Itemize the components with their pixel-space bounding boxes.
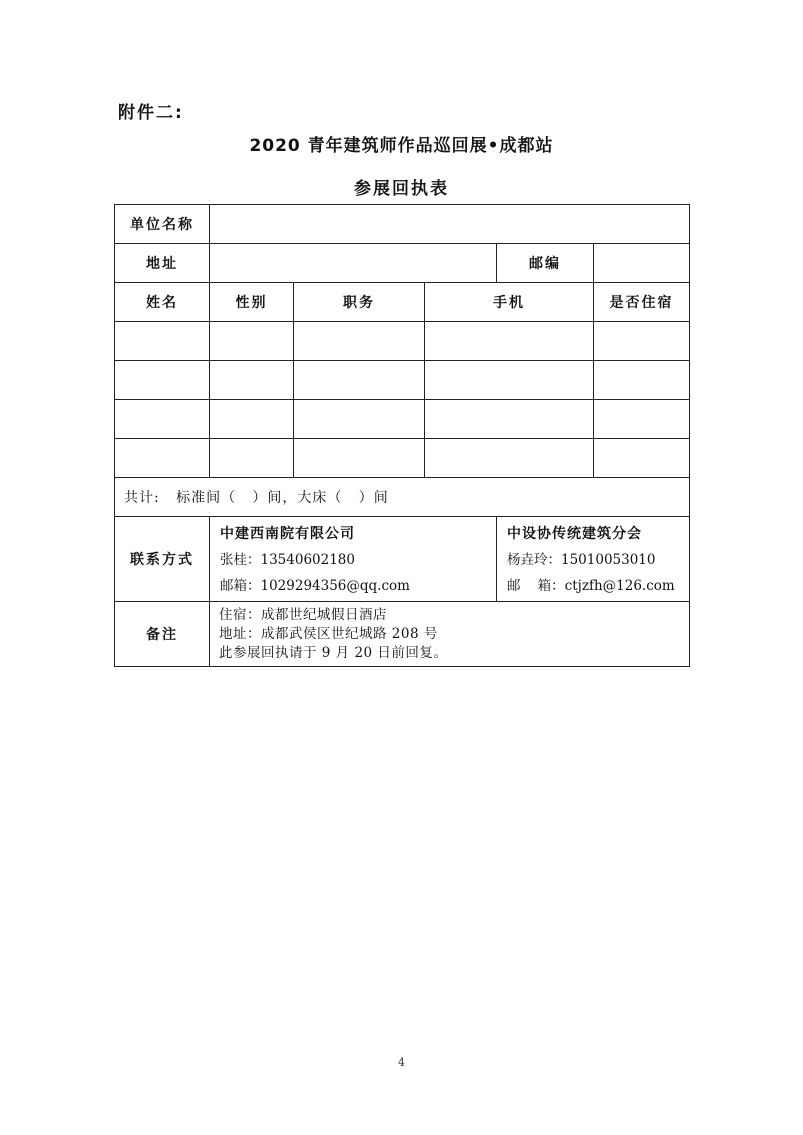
phone-cell[interactable] (425, 400, 594, 439)
contact-email-2: 邮 箱：ctjzfh@126.com (507, 578, 675, 594)
contact-label: 联系方式 (115, 517, 210, 602)
gender-cell[interactable] (210, 322, 294, 361)
phone-cell[interactable] (425, 361, 594, 400)
table-row (115, 439, 690, 478)
name-cell[interactable] (115, 322, 210, 361)
remarks-label: 备注 (115, 602, 210, 667)
table-row (115, 322, 690, 361)
remarks-address: 地址：成都武侯区世纪城路 208 号 (219, 625, 438, 642)
header-position: 职务 (294, 283, 425, 322)
address-label: 地址 (115, 244, 210, 283)
contact-block-2 (497, 517, 690, 602)
contact-person-2: 杨垚玲：15010053010 (507, 552, 656, 568)
header-accommodation: 是否住宿 (594, 283, 690, 322)
address-field[interactable] (210, 244, 497, 283)
postcode-label: 邮编 (497, 244, 594, 283)
contact-org-1: 中建西南院有限公司 (220, 526, 355, 542)
gender-cell[interactable] (210, 439, 294, 478)
header-name: 姓名 (115, 283, 210, 322)
remarks-row (115, 602, 690, 667)
gender-cell[interactable] (210, 400, 294, 439)
accommodation-cell[interactable] (594, 400, 690, 439)
name-cell[interactable] (115, 400, 210, 439)
phone-cell[interactable] (425, 439, 594, 478)
room-total-text: 共计: 标准间（ ）间，大床（ ）间 (115, 478, 690, 517)
contact-block-1 (210, 517, 497, 602)
header-gender: 性别 (210, 283, 294, 322)
position-cell[interactable] (294, 439, 425, 478)
contact-row (115, 517, 690, 602)
unit-row (115, 205, 690, 244)
remarks-deadline: 此参展回执请于 9 月 20 日前回复。 (219, 644, 448, 661)
position-cell[interactable] (294, 322, 425, 361)
header-row (115, 283, 690, 322)
postcode-field[interactable] (594, 244, 690, 283)
phone-cell[interactable] (425, 322, 594, 361)
document-subtitle: 参展回执表 (354, 179, 449, 199)
page-number: 4 (398, 1056, 405, 1069)
table-row (115, 400, 690, 439)
remarks-content (210, 602, 690, 667)
name-cell[interactable] (115, 361, 210, 400)
accommodation-cell[interactable] (594, 322, 690, 361)
contact-org-2: 中设协传统建筑分会 (507, 526, 642, 542)
name-cell[interactable] (115, 439, 210, 478)
contact-email-1: 邮箱：1029294356@qq.com (220, 578, 410, 594)
remarks-hotel: 住宿：成都世纪城假日酒店 (219, 606, 387, 623)
accommodation-cell[interactable] (594, 361, 690, 400)
registration-form-table (114, 204, 690, 667)
accommodation-cell[interactable] (594, 439, 690, 478)
document-title: 2020 青年建筑师作品巡回展•成都站 (249, 136, 554, 156)
contact-person-1: 张桂：13540602180 (220, 552, 355, 568)
unit-name-field[interactable] (210, 205, 690, 244)
header-phone: 手机 (425, 283, 594, 322)
table-row (115, 361, 690, 400)
gender-cell[interactable] (210, 361, 294, 400)
attachment-label: 附件二: (118, 103, 184, 123)
position-cell[interactable] (294, 361, 425, 400)
total-row (115, 478, 690, 517)
unit-name-label: 单位名称 (115, 205, 210, 244)
address-row (115, 244, 690, 283)
position-cell[interactable] (294, 400, 425, 439)
